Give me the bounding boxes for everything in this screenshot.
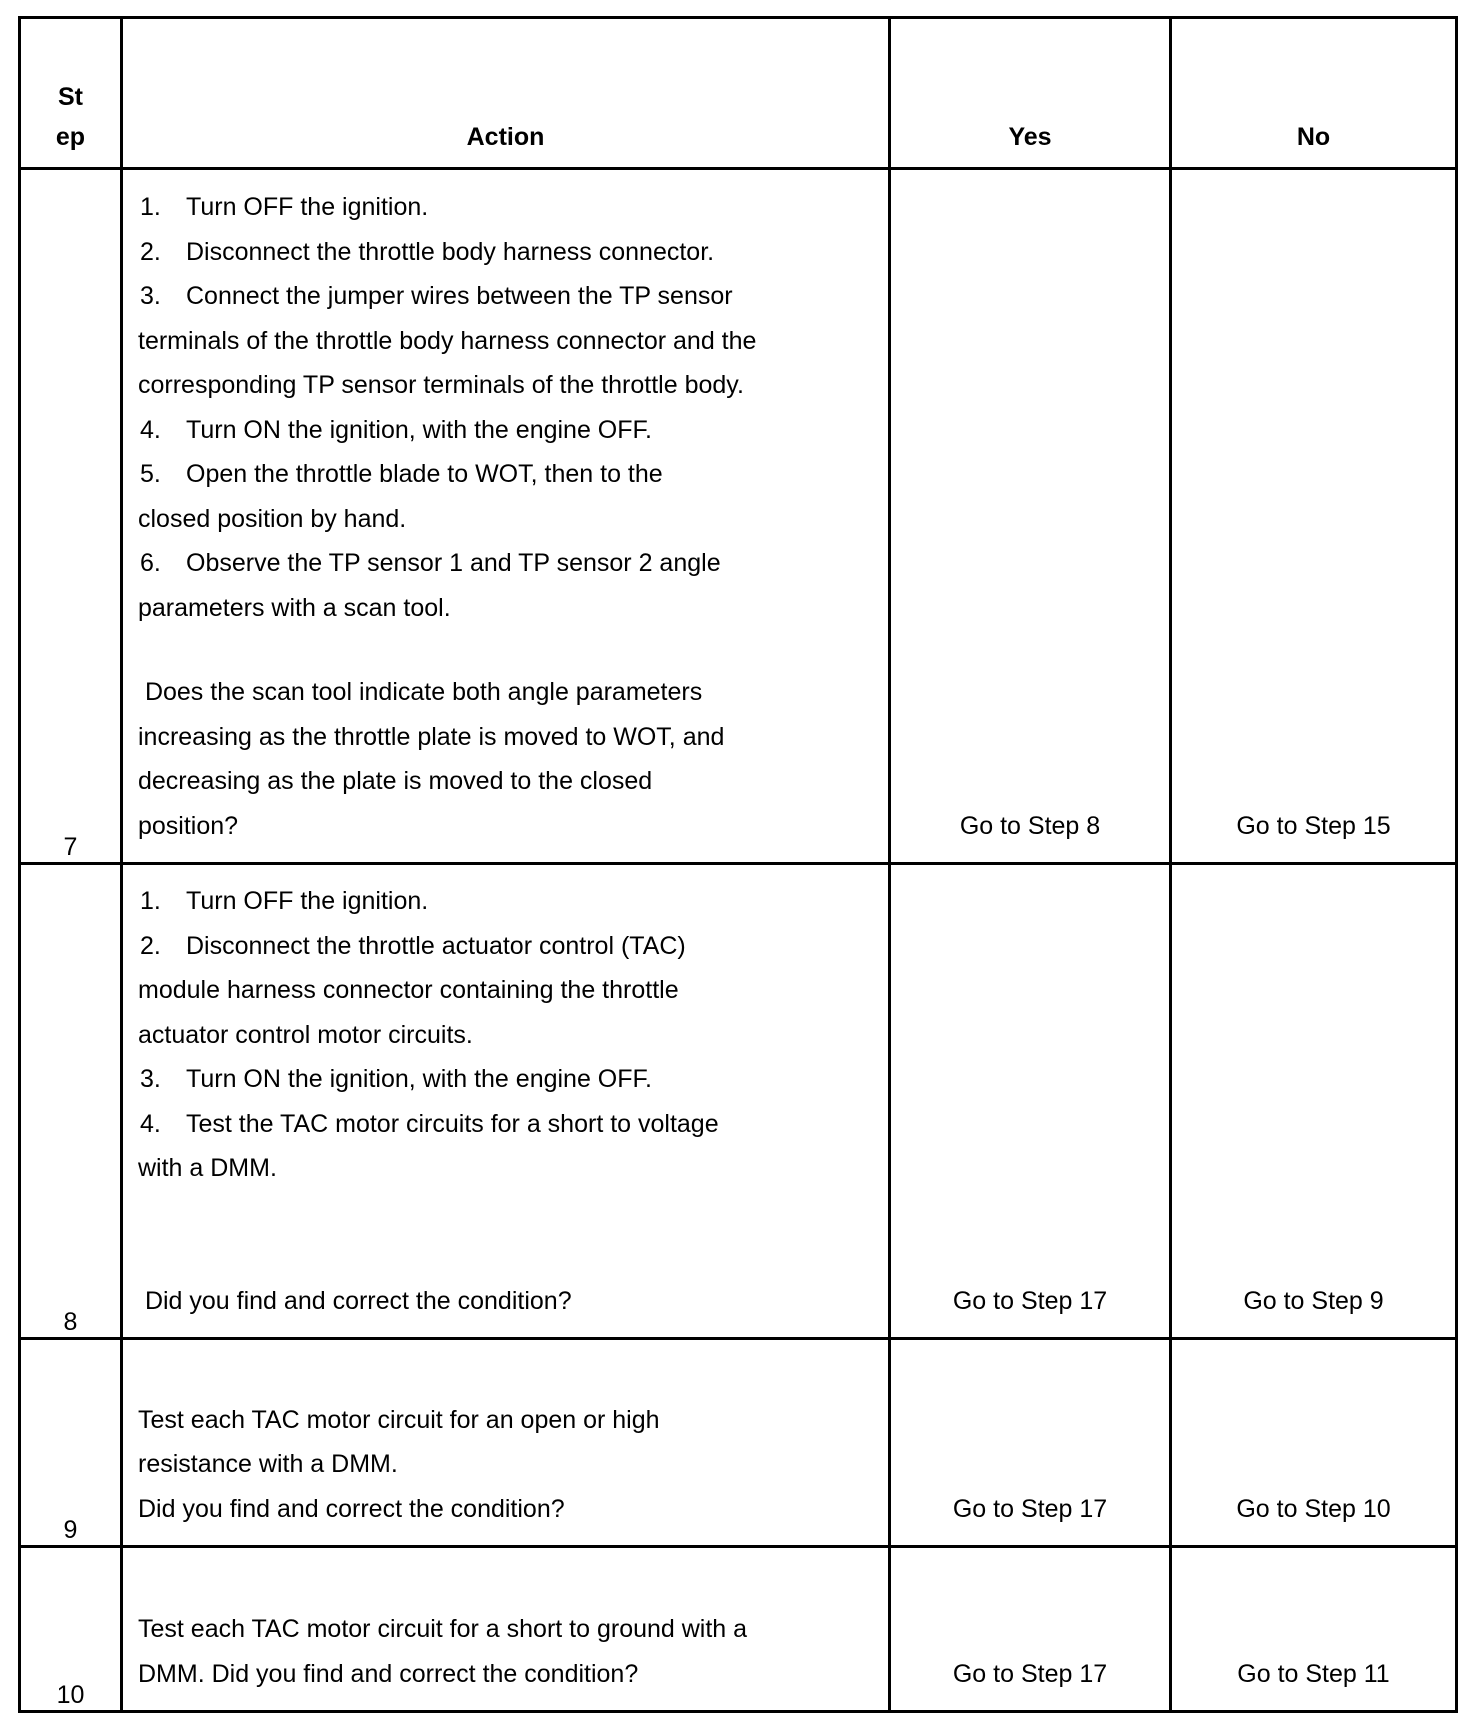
question-line: increasing as the throttle plate is moved to WOT, and (138, 722, 725, 751)
question-line: decreasing as the plate is moved to the closed (138, 767, 653, 795)
action-continuation: corresponding TP sensor terminals of the throttle body. (138, 371, 744, 399)
header-row (20, 18, 1457, 169)
question-line: Does the scan tool indicate both angle parameters (138, 678, 703, 706)
action-line: resistance with a DMM. (138, 1450, 398, 1478)
action-item: 4. Turn ON the ignition, with the engine OFF. (140, 415, 652, 444)
diagnostic-table (18, 16, 1458, 1713)
action-continuation: with a DMM. (138, 1154, 277, 1182)
action-item: 1. Turn OFF the ignition. (140, 887, 429, 915)
action-item: 6. Observe the TP sensor 1 and TP sensor 2 angle (140, 549, 721, 577)
header-no: No (1171, 18, 1457, 169)
action-continuation: actuator control motor circuits. (138, 1020, 473, 1049)
no-result: Go to Step 10 (1171, 1339, 1457, 1547)
yes-result: Go to Step 8 (890, 169, 1171, 864)
question-line: Did you find and correct the condition? (138, 1494, 565, 1523)
step-number: 9 (20, 1339, 122, 1547)
action-item: 3. Turn ON the ignition, with the engine OFF. (140, 1065, 652, 1093)
table-row (20, 864, 1457, 1339)
action-item: 5. Open the throttle blade to WOT, then to the (140, 460, 663, 488)
action-continuation: parameters with a scan tool. (138, 593, 451, 622)
yes-result: Go to Step 17 (890, 864, 1171, 1339)
header-step: St ep (20, 18, 122, 169)
table-row (20, 1339, 1457, 1547)
action-continuation: module harness connector containing the throttle (138, 976, 679, 1004)
action-continuation: closed position by hand. (138, 504, 407, 533)
action-cell (122, 1339, 890, 1547)
action-item: 1. Turn OFF the ignition. (140, 193, 429, 221)
action-continuation: terminals of the throttle body harness connector and the (138, 326, 757, 355)
no-result: Go to Step 9 (1171, 864, 1457, 1339)
no-result: Go to Step 11 (1171, 1547, 1457, 1712)
yes-result: Go to Step 17 (890, 1547, 1171, 1712)
yes-result: Go to Step 17 (890, 1339, 1171, 1547)
header-yes: Yes (890, 18, 1171, 169)
action-cell (122, 864, 890, 1339)
header-action: Action (122, 18, 890, 169)
step-number: 10 (20, 1547, 122, 1712)
action-cell (122, 1547, 890, 1712)
action-item: 4. Test the TAC motor circuits for a short to voltage (140, 1109, 719, 1138)
table-row (20, 169, 1457, 864)
step-number: 7 (20, 169, 122, 864)
table-row (20, 1547, 1457, 1712)
question-line: Did you find and correct the condition? (138, 1286, 572, 1315)
no-result: Go to Step 15 (1171, 169, 1457, 864)
action-cell (122, 169, 890, 864)
question-line: position? (138, 811, 239, 840)
action-line: Test each TAC motor circuit for a short to ground with a (138, 1615, 748, 1643)
action-line: Test each TAC motor circuit for an open or high (138, 1405, 660, 1434)
action-item: 2. Disconnect the throttle actuator control (TAC) (140, 931, 686, 960)
action-item: 3. Connect the jumper wires between the TP sensor (140, 282, 733, 310)
question-line: DMM. Did you find and correct the condition? (138, 1659, 639, 1688)
step-number: 8 (20, 864, 122, 1339)
action-item: 2. Disconnect the throttle body harness connector. (140, 237, 715, 266)
